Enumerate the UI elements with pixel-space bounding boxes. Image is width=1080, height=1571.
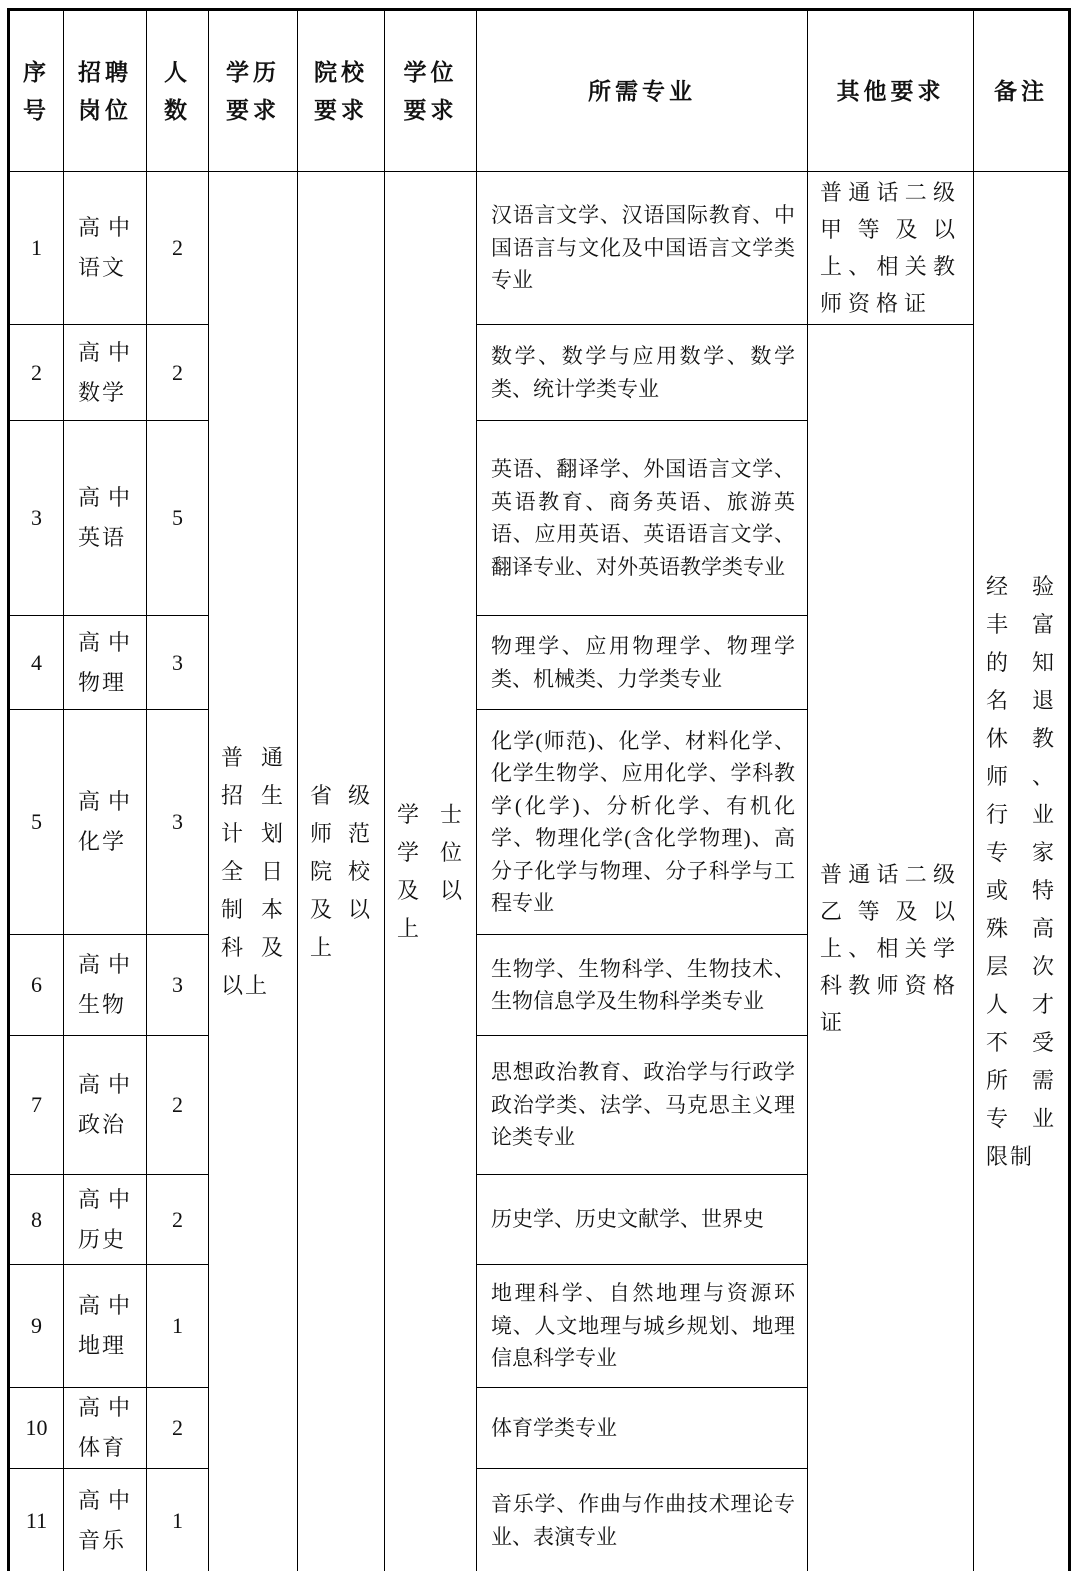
cell-majors: 英语、翻译学、外国语言文学、英语教育、商务英语、旅游英语、应用英语、英语语言文学、翻译专业、对外英语教学类专业 xyxy=(477,421,808,616)
cell-headcount: 2 xyxy=(147,1175,209,1265)
cell-other-requirements-rest: 普通话二级乙等及以上、相关学科教师资格证 xyxy=(808,325,974,1571)
header-headcount: 人数 xyxy=(147,10,209,172)
cell-majors: 汉语言文学、汉语国际教育、中国语言与文化及中国语言文学类专业 xyxy=(477,172,808,325)
cell-position: 高中语文 xyxy=(64,172,147,325)
cell-education-requirement: 普通招生计划全日制本科及以上 xyxy=(209,172,298,1571)
cell-headcount: 1 xyxy=(147,1469,209,1571)
cell-position: 高中数学 xyxy=(64,325,147,421)
cell-seq: 11 xyxy=(9,1469,64,1571)
cell-seq: 1 xyxy=(9,172,64,325)
cell-position: 高中生物 xyxy=(64,935,147,1036)
cell-headcount: 3 xyxy=(147,710,209,935)
header-institution: 院校要求 xyxy=(298,10,385,172)
cell-seq: 5 xyxy=(9,710,64,935)
cell-degree-requirement: 学士学位及以上 xyxy=(385,172,477,1571)
cell-other-requirements-row1: 普通话二级甲等及以上、相关教师资格证 xyxy=(808,172,974,325)
cell-seq: 9 xyxy=(9,1265,64,1388)
cell-position: 高中物理 xyxy=(64,616,147,710)
cell-headcount: 2 xyxy=(147,325,209,421)
cell-majors: 化学(师范)、化学、材料化学、化学生物学、应用化学、学科教学(化学)、分析化学、有机化学、物理化学(含化学物理)、高分子化学与物理、分子科学与工程专业 xyxy=(477,710,808,935)
table-row xyxy=(9,172,1070,325)
cell-headcount: 3 xyxy=(147,616,209,710)
cell-majors: 生物学、生物科学、生物技术、生物信息学及生物科学类专业 xyxy=(477,935,808,1036)
recruitment-table xyxy=(7,8,1071,1571)
cell-position: 高中音乐 xyxy=(64,1469,147,1571)
cell-position: 高中地理 xyxy=(64,1265,147,1388)
cell-position: 高中政治 xyxy=(64,1036,147,1175)
header-row xyxy=(9,10,1070,172)
cell-seq: 6 xyxy=(9,935,64,1036)
cell-headcount: 3 xyxy=(147,935,209,1036)
cell-institution-requirement: 省级师范院校及以上 xyxy=(298,172,385,1571)
cell-position: 高中英语 xyxy=(64,421,147,616)
cell-position: 高中化学 xyxy=(64,710,147,935)
cell-majors: 数学、数学与应用数学、数学类、统计学类专业 xyxy=(477,325,808,421)
cell-majors: 历史学、历史文献学、世界史 xyxy=(477,1175,808,1265)
cell-seq: 7 xyxy=(9,1036,64,1175)
header-other: 其他要求 xyxy=(808,10,974,172)
cell-headcount: 1 xyxy=(147,1265,209,1388)
header-remark: 备注 xyxy=(974,10,1070,172)
header-position: 招聘岗位 xyxy=(64,10,147,172)
cell-seq: 8 xyxy=(9,1175,64,1265)
table-header xyxy=(9,10,1070,172)
cell-majors: 体育学类专业 xyxy=(477,1388,808,1469)
cell-majors: 地理科学、自然地理与资源环境、人文地理与城乡规划、地理信息科学专业 xyxy=(477,1265,808,1388)
cell-seq: 10 xyxy=(9,1388,64,1469)
cell-seq: 4 xyxy=(9,616,64,710)
cell-position: 高中历史 xyxy=(64,1175,147,1265)
header-degree: 学位要求 xyxy=(385,10,477,172)
cell-position: 高中体育 xyxy=(64,1388,147,1469)
cell-seq: 2 xyxy=(9,325,64,421)
cell-headcount: 2 xyxy=(147,172,209,325)
table-body xyxy=(9,172,1070,1571)
table-row xyxy=(9,325,1070,421)
cell-remarks: 经验丰富的知名退休教师、行业专家或特殊高层次人才不受所需专业限制 xyxy=(974,172,1070,1571)
cell-majors: 物理学、应用物理学、物理学类、机械类、力学类专业 xyxy=(477,616,808,710)
cell-majors: 音乐学、作曲与作曲技术理论专业、表演专业 xyxy=(477,1469,808,1571)
cell-majors: 思想政治教育、政治学与行政学政治学类、法学、马克思主义理论类专业 xyxy=(477,1036,808,1175)
cell-seq: 3 xyxy=(9,421,64,616)
header-seq: 序号 xyxy=(9,10,64,172)
header-education: 学历要求 xyxy=(209,10,298,172)
cell-headcount: 2 xyxy=(147,1036,209,1175)
cell-headcount: 5 xyxy=(147,421,209,616)
cell-headcount: 2 xyxy=(147,1388,209,1469)
header-majors: 所需专业 xyxy=(477,10,808,172)
